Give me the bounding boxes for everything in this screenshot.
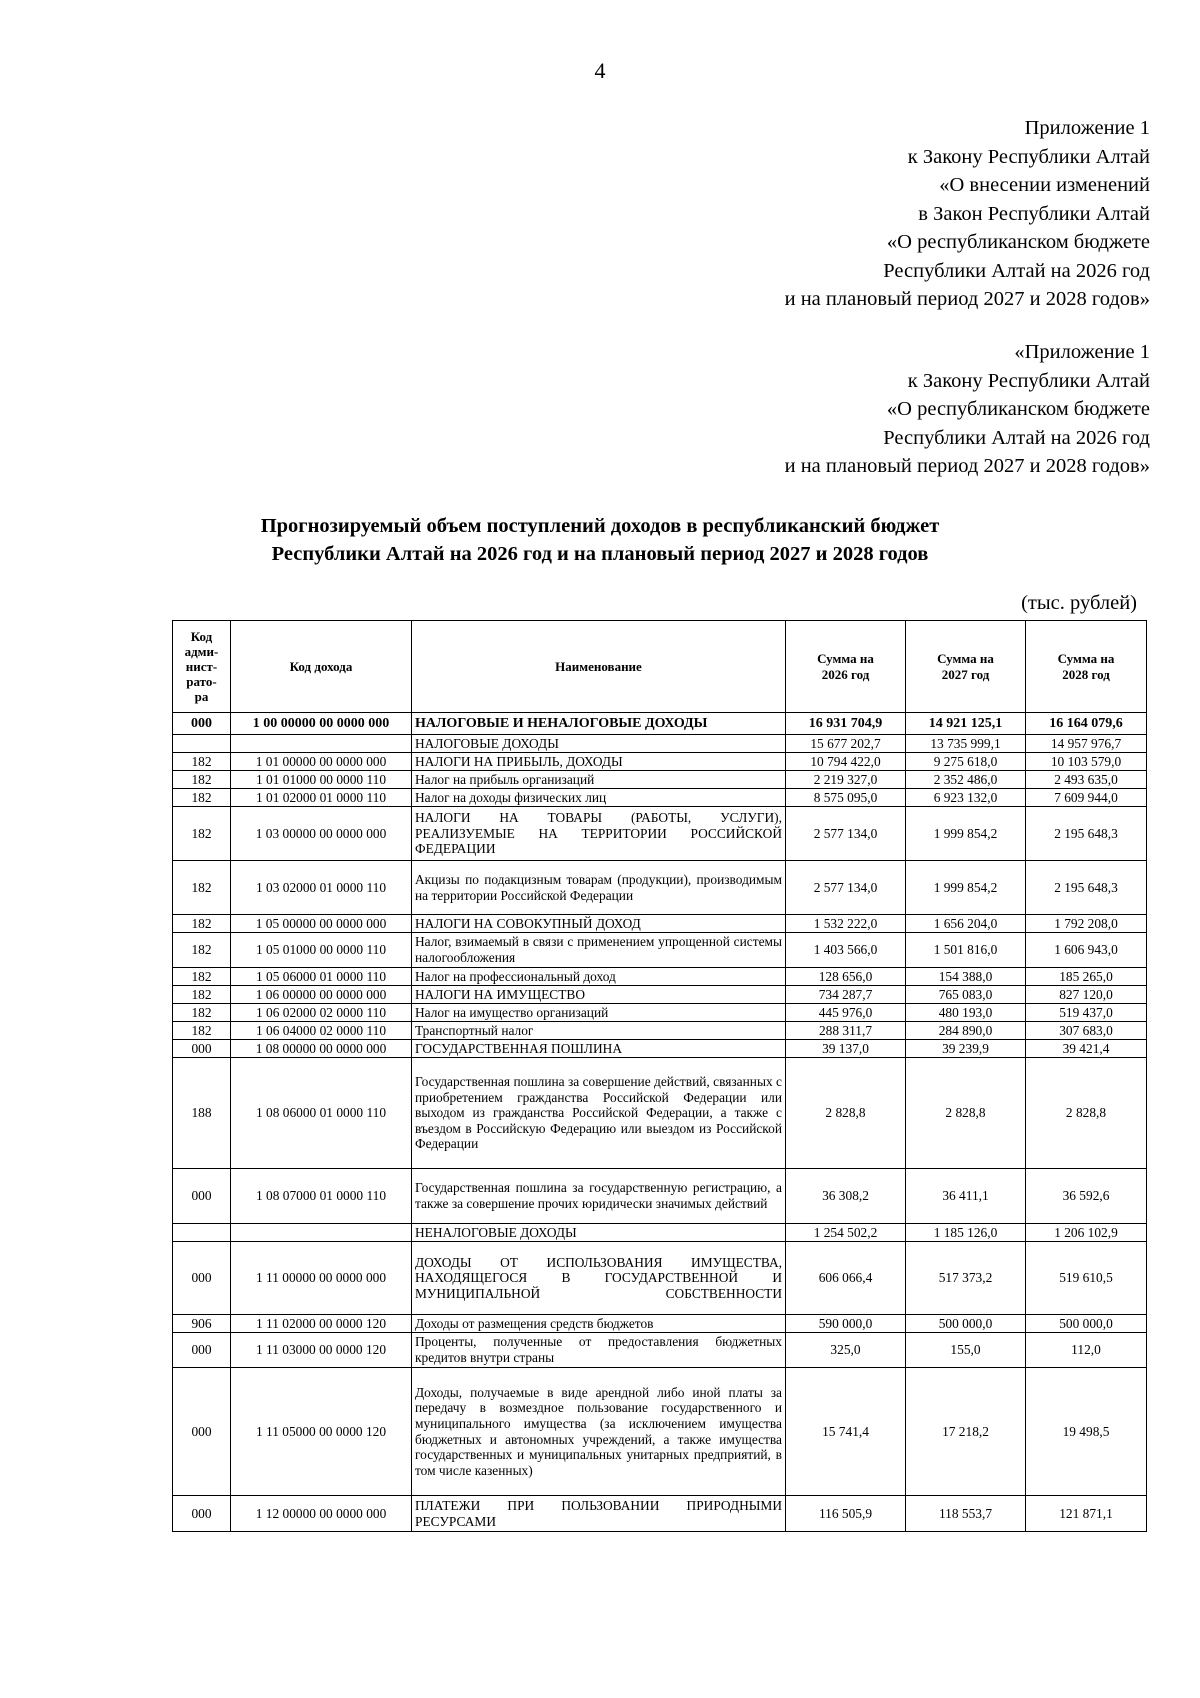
table-row [173, 1040, 1147, 1058]
admin-code-cell: 182 [173, 915, 231, 933]
sum-2026-cell: 1 254 502,2 [786, 1224, 906, 1242]
income-code-cell: 1 01 01000 00 0000 110 [231, 771, 412, 789]
admin-code-cell [173, 1224, 231, 1242]
title-line: Республики Алтай на 2026 год и на плановый период 2027 и 2028 годов [271, 543, 929, 565]
sum-2026-cell: 128 656,0 [786, 968, 906, 986]
sum-2027-cell: 284 890,0 [906, 1022, 1026, 1040]
name-cell: НЕНАЛОГОВЫЕ ДОХОДЫ [412, 1224, 786, 1242]
admin-code-cell: 182 [173, 861, 231, 915]
sum-2027-cell: 1 185 126,0 [906, 1224, 1026, 1242]
sum-2027-cell: 6 923 132,0 [906, 789, 1026, 807]
appendix-quoted [785, 338, 1150, 481]
name-cell: НАЛОГИ НА СОВОКУПНЫЙ ДОХОД [412, 915, 786, 933]
income-code-cell [231, 735, 412, 753]
sum-2028-cell: 10 103 579,0 [1026, 753, 1147, 771]
appendix-line: к Закону Республики Алтай [907, 145, 1150, 168]
appendix-line: Республики Алтай на 2026 год [883, 426, 1150, 449]
name-cell: Транспортный налог [412, 1022, 786, 1040]
income-code-cell: 1 06 00000 00 0000 000 [231, 986, 412, 1004]
sum-2027-cell: 2 828,8 [906, 1058, 1026, 1169]
sum-2028-cell: 185 265,0 [1026, 968, 1147, 986]
name-cell: ГОСУДАРСТВЕННАЯ ПОШЛИНА [412, 1040, 786, 1058]
admin-code-cell: 000 [173, 1169, 231, 1224]
sum-2028-cell: 2 828,8 [1026, 1058, 1147, 1169]
sum-2027-cell: 2 352 486,0 [906, 771, 1026, 789]
sum-2027-cell: 39 239,9 [906, 1040, 1026, 1058]
sum-2026-cell: 325,0 [786, 1333, 906, 1368]
table-row [173, 968, 1147, 986]
admin-code-cell: 182 [173, 807, 231, 861]
sum-2028-cell: 14 957 976,7 [1026, 735, 1147, 753]
sum-2028-cell: 39 421,4 [1026, 1040, 1147, 1058]
sum-2026-cell: 734 287,7 [786, 986, 906, 1004]
header-name: Наименование [412, 621, 786, 713]
page-number: 4 [594, 58, 606, 83]
name-cell: Доходы, получаемые в виде арендной либо иной платы за передачу в возмездное пользование государственного и муниципального имущества (за исключением имущества бюджетных и автономных учреждений, а также имущества государственных и муниципальных унитарных предприятий, в том числе казенных) [412, 1368, 786, 1496]
sum-2028-cell: 1 206 102,9 [1026, 1224, 1147, 1242]
table-row [173, 789, 1147, 807]
admin-code-cell: 182 [173, 771, 231, 789]
appendix-line: «О республиканском бюджете [886, 231, 1150, 253]
income-code-cell: 1 05 00000 00 0000 000 [231, 915, 412, 933]
sum-2026-cell: 16 931 704,9 [786, 713, 906, 735]
name-cell: Акцизы по подакцизным товарам (продукции), производимым на территории Российской Федерации [412, 861, 786, 915]
sum-2028-cell: 519 610,5 [1026, 1242, 1147, 1315]
table-row [173, 1368, 1147, 1496]
header-income-code: Код дохода [231, 621, 412, 713]
income-code-cell: 1 03 00000 00 0000 000 [231, 807, 412, 861]
name-cell: Проценты, полученные от предоставления бюджетных кредитов внутри страны [412, 1333, 786, 1368]
appendix-line: к Закону Республики Алтай [907, 369, 1150, 392]
admin-code-cell: 000 [173, 1496, 231, 1532]
admin-code-cell: 182 [173, 1004, 231, 1022]
income-code-cell: 1 03 02000 01 0000 110 [231, 861, 412, 915]
sum-2027-cell: 500 000,0 [906, 1315, 1026, 1333]
sum-2027-cell: 1 999 854,2 [906, 861, 1026, 915]
name-cell: ДОХОДЫ ОТ ИСПОЛЬЗОВАНИЯ ИМУЩЕСТВА, НАХОДЯЩЕГОСЯ В ГОСУДАРСТВЕННОЙ И МУНИЦИПАЛЬНОЙ СОБСТВЕННОСТИ [412, 1242, 786, 1315]
table-row [173, 915, 1147, 933]
sum-2027-cell: 155,0 [906, 1333, 1026, 1368]
sum-2028-cell: 112,0 [1026, 1333, 1147, 1368]
appendix-line: и на плановый период 2027 и 2028 годов» [784, 455, 1150, 477]
sum-2028-cell: 500 000,0 [1026, 1315, 1147, 1333]
sum-2027-cell: 1 999 854,2 [906, 807, 1026, 861]
income-code-cell: 1 05 06000 01 0000 110 [231, 968, 412, 986]
admin-code-cell: 182 [173, 986, 231, 1004]
sum-2027-cell: 480 193,0 [906, 1004, 1026, 1022]
sum-2028-cell: 2 195 648,3 [1026, 807, 1147, 861]
appendix-line: и на плановый период 2027 и 2028 годов» [784, 288, 1150, 310]
title-line: Прогнозируемый объем поступлений доходов в республиканский бюджет [260, 515, 940, 537]
name-cell: Налог на профессиональный доход [412, 968, 786, 986]
sum-2026-cell: 1 532 222,0 [786, 915, 906, 933]
name-cell: Налог, взимаемый в связи с применением упрощенной системы налогообложения [412, 933, 786, 968]
sum-2028-cell: 121 871,1 [1026, 1496, 1147, 1532]
sum-2026-cell: 36 308,2 [786, 1169, 906, 1224]
name-cell: Налог на имущество организаций [412, 1004, 786, 1022]
appendix-line: «О республиканском бюджете [886, 398, 1150, 420]
sum-2027-cell: 154 388,0 [906, 968, 1026, 986]
sum-2027-cell: 13 735 999,1 [906, 735, 1026, 753]
sum-2026-cell: 590 000,0 [786, 1315, 906, 1333]
admin-code-cell: 188 [173, 1058, 231, 1169]
revenue-table [172, 620, 1147, 1532]
admin-code-cell: 182 [173, 968, 231, 986]
appendix-line: в Закон Республики Алтай [918, 202, 1150, 225]
admin-code-cell: 182 [173, 753, 231, 771]
income-code-cell: 1 12 00000 00 0000 000 [231, 1496, 412, 1532]
table-row [173, 986, 1147, 1004]
table-row [173, 1242, 1147, 1315]
appendix-line: «О внесении изменений [939, 174, 1150, 196]
appendix-header [785, 114, 1150, 314]
table-row [173, 753, 1147, 771]
sum-2026-cell: 2 219 327,0 [786, 771, 906, 789]
name-cell: Государственная пошлина за совершение действий, связанных с приобретением гражданства Российской Федерации или выходом из гражданства Российской Федерации, а также с въездом в Российскую Федерацию или выездом из Российской Федерации [412, 1058, 786, 1169]
appendix-line: Республики Алтай на 2026 год [883, 259, 1150, 282]
sum-2028-cell: 16 164 079,6 [1026, 713, 1147, 735]
name-cell: НАЛОГОВЫЕ ДОХОДЫ [412, 735, 786, 753]
name-cell: ПЛАТЕЖИ ПРИ ПОЛЬЗОВАНИИ ПРИРОДНЫМИ РЕСУРСАМИ [412, 1496, 786, 1532]
income-code-cell: 1 11 03000 00 0000 120 [231, 1333, 412, 1368]
admin-code-cell: 182 [173, 789, 231, 807]
sum-2028-cell: 2 195 648,3 [1026, 861, 1147, 915]
income-code-cell: 1 06 04000 02 0000 110 [231, 1022, 412, 1040]
sum-2027-cell: 14 921 125,1 [906, 713, 1026, 735]
name-cell: Доходы от размещения средств бюджетов [412, 1315, 786, 1333]
header-sum-2028: Сумма на 2028 год [1026, 621, 1147, 713]
admin-code-cell [173, 735, 231, 753]
name-cell: НАЛОГИ НА ИМУЩЕСТВО [412, 986, 786, 1004]
sum-2027-cell: 17 218,2 [906, 1368, 1026, 1496]
sum-2026-cell: 2 577 134,0 [786, 861, 906, 915]
sum-2028-cell: 19 498,5 [1026, 1368, 1147, 1496]
admin-code-cell: 906 [173, 1315, 231, 1333]
sum-2028-cell: 307 683,0 [1026, 1022, 1147, 1040]
income-code-cell [231, 1224, 412, 1242]
table-row [173, 771, 1147, 789]
income-code-cell: 1 11 00000 00 0000 000 [231, 1242, 412, 1315]
admin-code-cell: 000 [173, 1333, 231, 1368]
table-header-row [173, 621, 1147, 713]
header-admin-code: Код адми- нист- рато- ра [173, 621, 231, 713]
sum-2027-cell: 517 373,2 [906, 1242, 1026, 1315]
sum-2027-cell: 9 275 618,0 [906, 753, 1026, 771]
table-row [173, 1315, 1147, 1333]
name-cell: НАЛОГОВЫЕ И НЕНАЛОГОВЫЕ ДОХОДЫ [412, 713, 786, 735]
income-code-cell: 1 08 07000 01 0000 110 [231, 1169, 412, 1224]
table-row [173, 735, 1147, 753]
name-cell: Государственная пошлина за государственную регистрацию, а также за совершение прочих юридически значимых действий [412, 1169, 786, 1224]
income-code-cell: 1 11 02000 00 0000 120 [231, 1315, 412, 1333]
income-code-cell: 1 01 02000 01 0000 110 [231, 789, 412, 807]
income-code-cell: 1 01 00000 00 0000 000 [231, 753, 412, 771]
income-code-cell: 1 11 05000 00 0000 120 [231, 1368, 412, 1496]
income-code-cell: 1 08 00000 00 0000 000 [231, 1040, 412, 1058]
header-sum-2027: Сумма на 2027 год [906, 621, 1026, 713]
table-row [173, 1022, 1147, 1040]
table-row [173, 807, 1147, 861]
sum-2026-cell: 39 137,0 [786, 1040, 906, 1058]
sum-2026-cell: 606 066,4 [786, 1242, 906, 1315]
income-code-cell: 1 06 02000 02 0000 110 [231, 1004, 412, 1022]
units-label: (тыс. рублей) [1021, 592, 1137, 614]
sum-2027-cell: 1 656 204,0 [906, 915, 1026, 933]
sum-2028-cell: 519 437,0 [1026, 1004, 1147, 1022]
sum-2026-cell: 1 403 566,0 [786, 933, 906, 968]
sum-2026-cell: 445 976,0 [786, 1004, 906, 1022]
sum-2028-cell: 827 120,0 [1026, 986, 1147, 1004]
sum-2026-cell: 116 505,9 [786, 1496, 906, 1532]
income-code-cell: 1 05 01000 00 0000 110 [231, 933, 412, 968]
sum-2026-cell: 288 311,7 [786, 1022, 906, 1040]
admin-code-cell: 000 [173, 1242, 231, 1315]
sum-2026-cell: 2 828,8 [786, 1058, 906, 1169]
sum-2026-cell: 2 577 134,0 [786, 807, 906, 861]
appendix-line: Приложение 1 [1024, 117, 1150, 139]
table-row [173, 713, 1147, 735]
sum-2026-cell: 15 677 202,7 [786, 735, 906, 753]
sum-2026-cell: 10 794 422,0 [786, 753, 906, 771]
sum-2026-cell: 8 575 095,0 [786, 789, 906, 807]
table-row [173, 1496, 1147, 1532]
admin-code-cell: 182 [173, 1022, 231, 1040]
sum-2027-cell: 118 553,7 [906, 1496, 1026, 1532]
sum-2028-cell: 36 592,6 [1026, 1169, 1147, 1224]
sum-2028-cell: 7 609 944,0 [1026, 789, 1147, 807]
table-row [173, 861, 1147, 915]
document-title [0, 512, 1200, 568]
income-code-cell: 1 08 06000 01 0000 110 [231, 1058, 412, 1169]
income-code-cell: 1 00 00000 00 0000 000 [231, 713, 412, 735]
appendix-line: «Приложение 1 [1014, 341, 1150, 363]
sum-2026-cell: 15 741,4 [786, 1368, 906, 1496]
name-cell: Налог на доходы физических лиц [412, 789, 786, 807]
sum-2028-cell: 2 493 635,0 [1026, 771, 1147, 789]
header-sum-2026: Сумма на 2026 год [786, 621, 906, 713]
admin-code-cell: 000 [173, 713, 231, 735]
admin-code-cell: 182 [173, 933, 231, 968]
table-row [173, 1169, 1147, 1224]
sum-2028-cell: 1 606 943,0 [1026, 933, 1147, 968]
table-row [173, 1333, 1147, 1368]
name-cell: Налог на прибыль организаций [412, 771, 786, 789]
admin-code-cell: 000 [173, 1040, 231, 1058]
table-row [173, 1004, 1147, 1022]
table-row [173, 1224, 1147, 1242]
name-cell: НАЛОГИ НА ТОВАРЫ (РАБОТЫ, УСЛУГИ), РЕАЛИЗУЕМЫЕ НА ТЕРРИТОРИИ РОССИЙСКОЙ ФЕДЕРАЦИИ [412, 807, 786, 861]
sum-2027-cell: 1 501 816,0 [906, 933, 1026, 968]
admin-code-cell: 000 [173, 1368, 231, 1496]
name-cell: НАЛОГИ НА ПРИБЫЛЬ, ДОХОДЫ [412, 753, 786, 771]
table-row [173, 1058, 1147, 1169]
sum-2028-cell: 1 792 208,0 [1026, 915, 1147, 933]
table-row [173, 933, 1147, 968]
sum-2027-cell: 36 411,1 [906, 1169, 1026, 1224]
sum-2027-cell: 765 083,0 [906, 986, 1026, 1004]
